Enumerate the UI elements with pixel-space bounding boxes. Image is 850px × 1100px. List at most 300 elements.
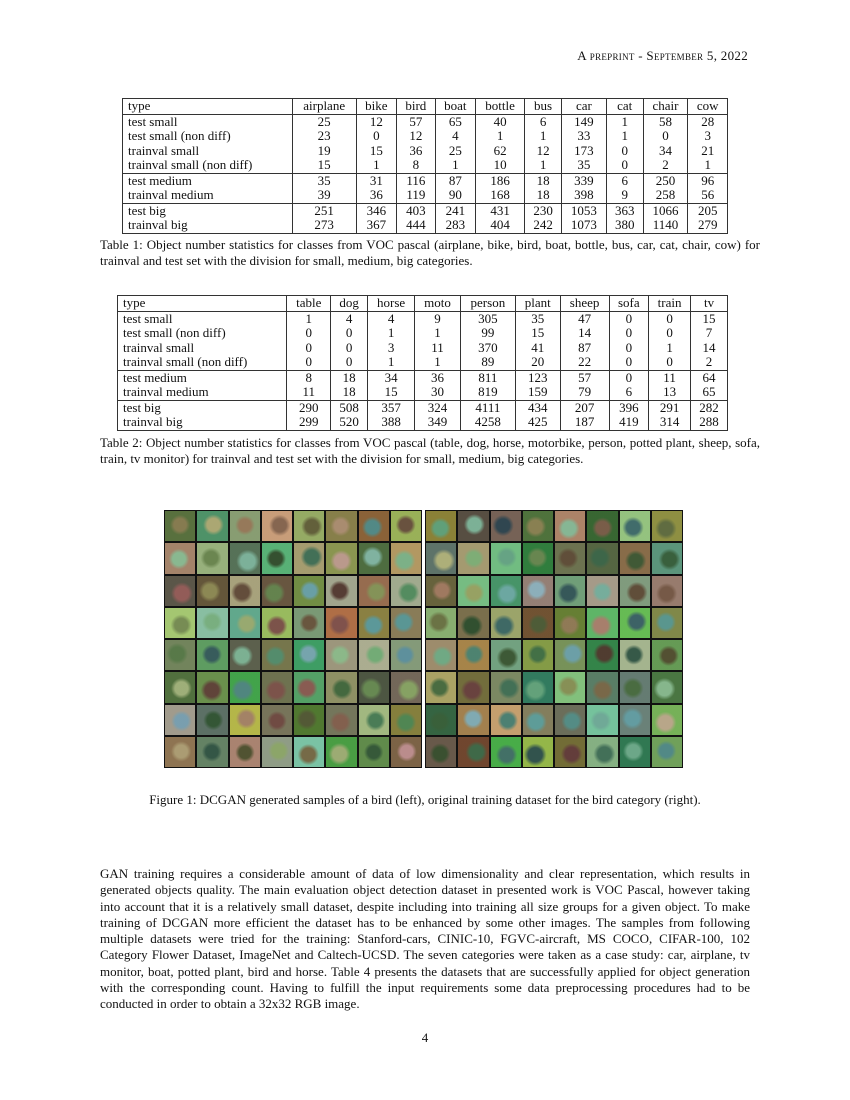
sample-thumbnail <box>359 672 389 702</box>
sample-thumbnail <box>326 576 356 606</box>
sample-thumbnail <box>491 672 521 702</box>
table-cell: 40 <box>476 114 525 129</box>
table-cell: 18 <box>525 188 562 203</box>
table-cell: 35 <box>515 311 560 326</box>
table-cell: 3 <box>688 129 728 144</box>
sample-thumbnail <box>326 672 356 702</box>
sample-thumbnail <box>652 737 682 767</box>
sample-thumbnail <box>391 543 421 573</box>
table-cell: 12 <box>397 129 436 144</box>
table-cell: 349 <box>415 415 461 430</box>
sample-thumbnail <box>197 511 227 541</box>
table-cell: 34 <box>367 370 414 385</box>
table-cell: 0 <box>643 129 688 144</box>
table-cell: 149 <box>562 114 607 129</box>
sample-thumbnail <box>262 511 292 541</box>
sample-thumbnail <box>391 672 421 702</box>
table-cell: 34 <box>643 144 688 159</box>
table-cell: 116 <box>397 173 436 188</box>
column-header: table <box>287 296 331 312</box>
table-cell: 4 <box>367 311 414 326</box>
table-cell: 398 <box>562 188 607 203</box>
table-cell: 283 <box>435 218 475 233</box>
column-header: moto <box>415 296 461 312</box>
table-row <box>123 203 728 218</box>
sample-thumbnail <box>491 543 521 573</box>
table-cell: 380 <box>606 218 643 233</box>
sample-thumbnail <box>652 705 682 735</box>
table-cell: 8 <box>287 370 331 385</box>
sample-thumbnail <box>458 640 488 670</box>
column-header: bike <box>356 99 396 115</box>
column-header: bus <box>525 99 562 115</box>
sample-thumbnail <box>491 608 521 638</box>
table-row <box>123 188 728 203</box>
table-cell: 12 <box>525 144 562 159</box>
sample-thumbnail <box>262 672 292 702</box>
table-cell: 819 <box>460 385 515 400</box>
table-cell: 282 <box>691 400 728 415</box>
figure-1-caption: Figure 1: DCGAN generated samples of a bird (left), original training dataset for the bird category (right). <box>149 792 701 807</box>
sample-thumbnail <box>458 608 488 638</box>
table-cell: 4111 <box>460 400 515 415</box>
column-header: car <box>562 99 607 115</box>
table-cell: 230 <box>525 203 562 218</box>
table-cell: 1 <box>649 341 691 356</box>
table-cell: 96 <box>688 173 728 188</box>
table-row <box>118 311 728 326</box>
table-cell: 2 <box>643 158 688 173</box>
table-cell: 23 <box>292 129 356 144</box>
table-cell: 19 <box>292 144 356 159</box>
table-cell: 159 <box>515 385 560 400</box>
table-cell: 242 <box>525 218 562 233</box>
table-cell: 168 <box>476 188 525 203</box>
sample-thumbnail <box>197 543 227 573</box>
sample-thumbnail <box>652 672 682 702</box>
table-cell: 370 <box>460 341 515 356</box>
sample-thumbnail <box>359 608 389 638</box>
table-cell: 15 <box>515 326 560 341</box>
sample-thumbnail <box>326 705 356 735</box>
sample-thumbnail <box>458 705 488 735</box>
table-cell: 119 <box>397 188 436 203</box>
table-cell: 1 <box>415 326 461 341</box>
table-cell: 9 <box>415 311 461 326</box>
table-cell: 62 <box>476 144 525 159</box>
sample-thumbnail <box>587 705 617 735</box>
table-cell: 65 <box>691 385 728 400</box>
table-cell: 187 <box>560 415 609 430</box>
sample-thumbnail <box>652 608 682 638</box>
table-cell: 14 <box>560 326 609 341</box>
table-cell: 57 <box>560 370 609 385</box>
sample-thumbnail <box>294 672 324 702</box>
table-cell: 314 <box>649 415 691 430</box>
sample-thumbnail <box>620 543 650 573</box>
sample-thumbnail <box>426 511 456 541</box>
column-header: tv <box>691 296 728 312</box>
sample-thumbnail <box>523 576 553 606</box>
table-cell: 123 <box>515 370 560 385</box>
table-cell: 11 <box>287 385 331 400</box>
table-cell: 15 <box>356 144 396 159</box>
table-row <box>123 173 728 188</box>
row-label: trainval small <box>123 144 293 159</box>
sample-thumbnail <box>555 705 585 735</box>
column-header: sofa <box>609 296 648 312</box>
table-cell: 291 <box>649 400 691 415</box>
sample-thumbnail <box>230 737 260 767</box>
sample-thumbnail <box>165 608 195 638</box>
sample-thumbnail <box>523 640 553 670</box>
sample-thumbnail <box>555 737 585 767</box>
sample-thumbnail <box>326 608 356 638</box>
table-cell: 1 <box>356 158 396 173</box>
column-header: train <box>649 296 691 312</box>
table-cell: 10 <box>476 158 525 173</box>
table-cell: 89 <box>460 355 515 370</box>
sample-thumbnail <box>359 511 389 541</box>
sample-thumbnail <box>197 672 227 702</box>
table-cell: 8 <box>397 158 436 173</box>
row-label: trainval big <box>123 218 293 233</box>
sample-thumbnail <box>426 672 456 702</box>
sample-thumbnail <box>326 640 356 670</box>
table-cell: 324 <box>415 400 461 415</box>
table-cell: 99 <box>460 326 515 341</box>
sample-thumbnail <box>326 511 356 541</box>
table-cell: 7 <box>691 326 728 341</box>
table-row <box>118 400 728 415</box>
column-header: cow <box>688 99 728 115</box>
table-cell: 273 <box>292 218 356 233</box>
table-cell: 1 <box>525 158 562 173</box>
table-cell: 0 <box>331 341 368 356</box>
table-cell: 87 <box>435 173 475 188</box>
sample-thumbnail <box>523 705 553 735</box>
sample-thumbnail <box>652 640 682 670</box>
sample-thumbnail <box>391 576 421 606</box>
sample-thumbnail <box>587 576 617 606</box>
table-cell: 57 <box>397 114 436 129</box>
table-cell: 39 <box>292 188 356 203</box>
table-cell: 13 <box>649 385 691 400</box>
sample-thumbnail <box>426 608 456 638</box>
table-cell: 4258 <box>460 415 515 430</box>
sample-thumbnail <box>555 576 585 606</box>
table-cell: 0 <box>649 311 691 326</box>
sample-thumbnail <box>262 640 292 670</box>
sample-thumbnail <box>262 576 292 606</box>
table-cell: 79 <box>560 385 609 400</box>
sample-thumbnail <box>587 737 617 767</box>
table-cell: 1 <box>367 355 414 370</box>
table-cell: 250 <box>643 173 688 188</box>
table-cell: 31 <box>356 173 396 188</box>
sample-thumbnail <box>262 608 292 638</box>
table-cell: 0 <box>609 355 648 370</box>
sample-thumbnail <box>620 511 650 541</box>
row-label: test small <box>123 114 293 129</box>
table-cell: 0 <box>609 326 648 341</box>
table-cell: 0 <box>287 341 331 356</box>
sample-thumbnail <box>391 511 421 541</box>
column-header: type <box>118 296 287 312</box>
sample-thumbnail <box>391 640 421 670</box>
table-cell: 41 <box>515 341 560 356</box>
sample-thumbnail <box>426 576 456 606</box>
table-cell: 0 <box>287 355 331 370</box>
table-cell: 90 <box>435 188 475 203</box>
sample-thumbnail <box>262 737 292 767</box>
table-cell: 1 <box>415 355 461 370</box>
sample-thumbnail <box>165 672 195 702</box>
table-cell: 0 <box>331 326 368 341</box>
table-cell: 0 <box>356 129 396 144</box>
table-cell: 173 <box>562 144 607 159</box>
sample-thumbnail <box>165 705 195 735</box>
table-cell: 1 <box>287 311 331 326</box>
sample-thumbnail <box>458 576 488 606</box>
sample-thumbnail <box>197 705 227 735</box>
table-cell: 305 <box>460 311 515 326</box>
table-cell: 28 <box>688 114 728 129</box>
table-cell: 4 <box>435 129 475 144</box>
sample-thumbnail <box>587 672 617 702</box>
sample-thumbnail <box>523 543 553 573</box>
column-header: plant <box>515 296 560 312</box>
table-cell: 0 <box>609 341 648 356</box>
sample-thumbnail <box>294 608 324 638</box>
table-cell: 36 <box>415 370 461 385</box>
table-cell: 0 <box>609 370 648 385</box>
sample-thumbnail <box>165 543 195 573</box>
sample-thumbnail <box>426 737 456 767</box>
table-cell: 0 <box>649 326 691 341</box>
sample-thumbnail <box>491 705 521 735</box>
table-1 <box>122 98 728 234</box>
table-cell: 811 <box>460 370 515 385</box>
table-cell: 241 <box>435 203 475 218</box>
table-cell: 36 <box>397 144 436 159</box>
column-header: sheep <box>560 296 609 312</box>
row-label: test medium <box>118 370 287 385</box>
sample-thumbnail <box>426 705 456 735</box>
table-cell: 21 <box>688 144 728 159</box>
table-cell: 12 <box>356 114 396 129</box>
table-cell: 18 <box>525 173 562 188</box>
table-cell: 396 <box>609 400 648 415</box>
table-cell: 35 <box>292 173 356 188</box>
sample-thumbnail <box>230 640 260 670</box>
sample-thumbnail <box>620 640 650 670</box>
table-cell: 0 <box>606 158 643 173</box>
table-cell: 288 <box>691 415 728 430</box>
column-header: airplane <box>292 99 356 115</box>
row-label: test medium <box>123 173 293 188</box>
sample-thumbnail <box>165 737 195 767</box>
sample-thumbnail <box>620 576 650 606</box>
sample-thumbnail <box>391 737 421 767</box>
table-cell: 404 <box>476 218 525 233</box>
sample-thumbnail <box>294 705 324 735</box>
table-cell: 9 <box>606 188 643 203</box>
sample-thumbnail <box>294 737 324 767</box>
sample-thumbnail <box>326 737 356 767</box>
table-cell: 18 <box>331 370 368 385</box>
sample-thumbnail <box>426 640 456 670</box>
sample-thumbnail <box>359 576 389 606</box>
table-row <box>123 129 728 144</box>
table-cell: 25 <box>292 114 356 129</box>
sample-thumbnail <box>359 737 389 767</box>
table-cell: 6 <box>525 114 562 129</box>
sample-thumbnail <box>523 672 553 702</box>
table-cell: 186 <box>476 173 525 188</box>
sample-thumbnail <box>491 576 521 606</box>
column-header: dog <box>331 296 368 312</box>
column-header: horse <box>367 296 414 312</box>
table-cell: 1073 <box>562 218 607 233</box>
column-header: bottle <box>476 99 525 115</box>
table-cell: 18 <box>331 385 368 400</box>
sample-thumbnail <box>555 608 585 638</box>
sample-thumbnail <box>426 543 456 573</box>
sample-thumbnail <box>523 511 553 541</box>
table-row <box>123 158 728 173</box>
table-cell: 431 <box>476 203 525 218</box>
training-samples-image <box>425 510 683 768</box>
sample-thumbnail <box>587 543 617 573</box>
table-row <box>118 326 728 341</box>
sample-thumbnail <box>359 640 389 670</box>
table-cell: 1140 <box>643 218 688 233</box>
sample-thumbnail <box>230 543 260 573</box>
table-1-caption: Table 1: Object number statistics for classes from VOC pascal (airplane, bike, bird, boat, bottle, bus, car, cat, chair, cow) for trainval and test set with the division for small, medium, big categories. <box>100 237 760 268</box>
column-header: cat <box>606 99 643 115</box>
table-cell: 388 <box>367 415 414 430</box>
sample-thumbnail <box>197 608 227 638</box>
table-row <box>118 370 728 385</box>
sample-thumbnail <box>391 608 421 638</box>
table-cell: 64 <box>691 370 728 385</box>
table-row <box>118 355 728 370</box>
column-header: chair <box>643 99 688 115</box>
table-cell: 15 <box>292 158 356 173</box>
table-row <box>123 114 728 129</box>
table-cell: 207 <box>560 400 609 415</box>
sample-thumbnail <box>555 640 585 670</box>
table-row <box>123 144 728 159</box>
table-cell: 425 <box>515 415 560 430</box>
table-cell: 56 <box>688 188 728 203</box>
table-cell: 22 <box>560 355 609 370</box>
table-cell: 357 <box>367 400 414 415</box>
column-header: person <box>460 296 515 312</box>
table-cell: 1 <box>688 158 728 173</box>
sample-thumbnail <box>587 511 617 541</box>
table-cell: 25 <box>435 144 475 159</box>
table-cell: 339 <box>562 173 607 188</box>
table-cell: 3 <box>367 341 414 356</box>
sample-thumbnail <box>197 640 227 670</box>
body-paragraph: GAN training requires a considerable amount of data of low dimensionality and clear representation, which results in generated objects quality. The main evaluation object detection dataset in presented work is VOC Pascal, however taking into account that it is a relatively small dataset, despite including into training all size groups for a given object. To make training of DCGAN more efficient the dataset has to be enhanced by some other images. The samples from following multiple datasets were tried for the training: Stanford-cars, CINIC-10, FGVC-aircraft, MS COCO, CIFAR-100, 102 Category Flower Dataset, ImageNet and Caltech-UCSD. The seven categories were taken as a case study: car, airplane, tv monitor, boat, potted plant, bird and horse. Table 4 presents the datasets that are successfully applied for object generation with the corresponding count. Having to fulfill the input requirements some data preprocessing procedures had to be conducted in order to obtain a 32x32 RGB image. <box>100 866 750 1012</box>
sample-thumbnail <box>326 543 356 573</box>
table-cell: 1 <box>606 129 643 144</box>
table-cell: 4 <box>331 311 368 326</box>
sample-thumbnail <box>491 640 521 670</box>
table-cell: 1053 <box>562 203 607 218</box>
sample-thumbnail <box>359 705 389 735</box>
table-2 <box>117 295 728 431</box>
sample-thumbnail <box>458 543 488 573</box>
row-label: test small (non diff) <box>118 326 287 341</box>
table-cell: 520 <box>331 415 368 430</box>
sample-thumbnail <box>197 576 227 606</box>
table-cell: 258 <box>643 188 688 203</box>
table-cell: 0 <box>649 355 691 370</box>
table-cell: 205 <box>688 203 728 218</box>
sample-thumbnail <box>587 608 617 638</box>
sample-thumbnail <box>458 672 488 702</box>
table-cell: 444 <box>397 218 436 233</box>
table-cell: 15 <box>691 311 728 326</box>
column-header: bird <box>397 99 436 115</box>
sample-thumbnail <box>230 576 260 606</box>
sample-thumbnail <box>230 705 260 735</box>
table-header-row <box>118 296 728 312</box>
table-cell: 1 <box>525 129 562 144</box>
sample-thumbnail <box>620 737 650 767</box>
row-label: trainval medium <box>118 385 287 400</box>
table-cell: 35 <box>562 158 607 173</box>
row-label: test big <box>118 400 287 415</box>
table-row <box>123 218 728 233</box>
table-cell: 1 <box>606 114 643 129</box>
sample-thumbnail <box>458 511 488 541</box>
table-cell: 279 <box>688 218 728 233</box>
table-cell: 11 <box>415 341 461 356</box>
sample-thumbnail <box>620 672 650 702</box>
table-cell: 363 <box>606 203 643 218</box>
table-cell: 0 <box>331 355 368 370</box>
column-header: boat <box>435 99 475 115</box>
sample-thumbnail <box>165 511 195 541</box>
table-cell: 403 <box>397 203 436 218</box>
sample-thumbnail <box>391 705 421 735</box>
table-cell: 65 <box>435 114 475 129</box>
table-cell: 1 <box>435 158 475 173</box>
table-cell: 1066 <box>643 203 688 218</box>
row-label: trainval medium <box>123 188 293 203</box>
table-cell: 15 <box>367 385 414 400</box>
table-cell: 14 <box>691 341 728 356</box>
table-cell: 11 <box>649 370 691 385</box>
sample-thumbnail <box>262 543 292 573</box>
table-cell: 346 <box>356 203 396 218</box>
table-header-row <box>123 99 728 115</box>
row-label: test small <box>118 311 287 326</box>
sample-thumbnail <box>294 576 324 606</box>
table-cell: 0 <box>606 144 643 159</box>
table-cell: 290 <box>287 400 331 415</box>
row-label: test big <box>123 203 293 218</box>
sample-thumbnail <box>491 511 521 541</box>
sample-thumbnail <box>491 737 521 767</box>
table-cell: 47 <box>560 311 609 326</box>
sample-thumbnail <box>359 543 389 573</box>
